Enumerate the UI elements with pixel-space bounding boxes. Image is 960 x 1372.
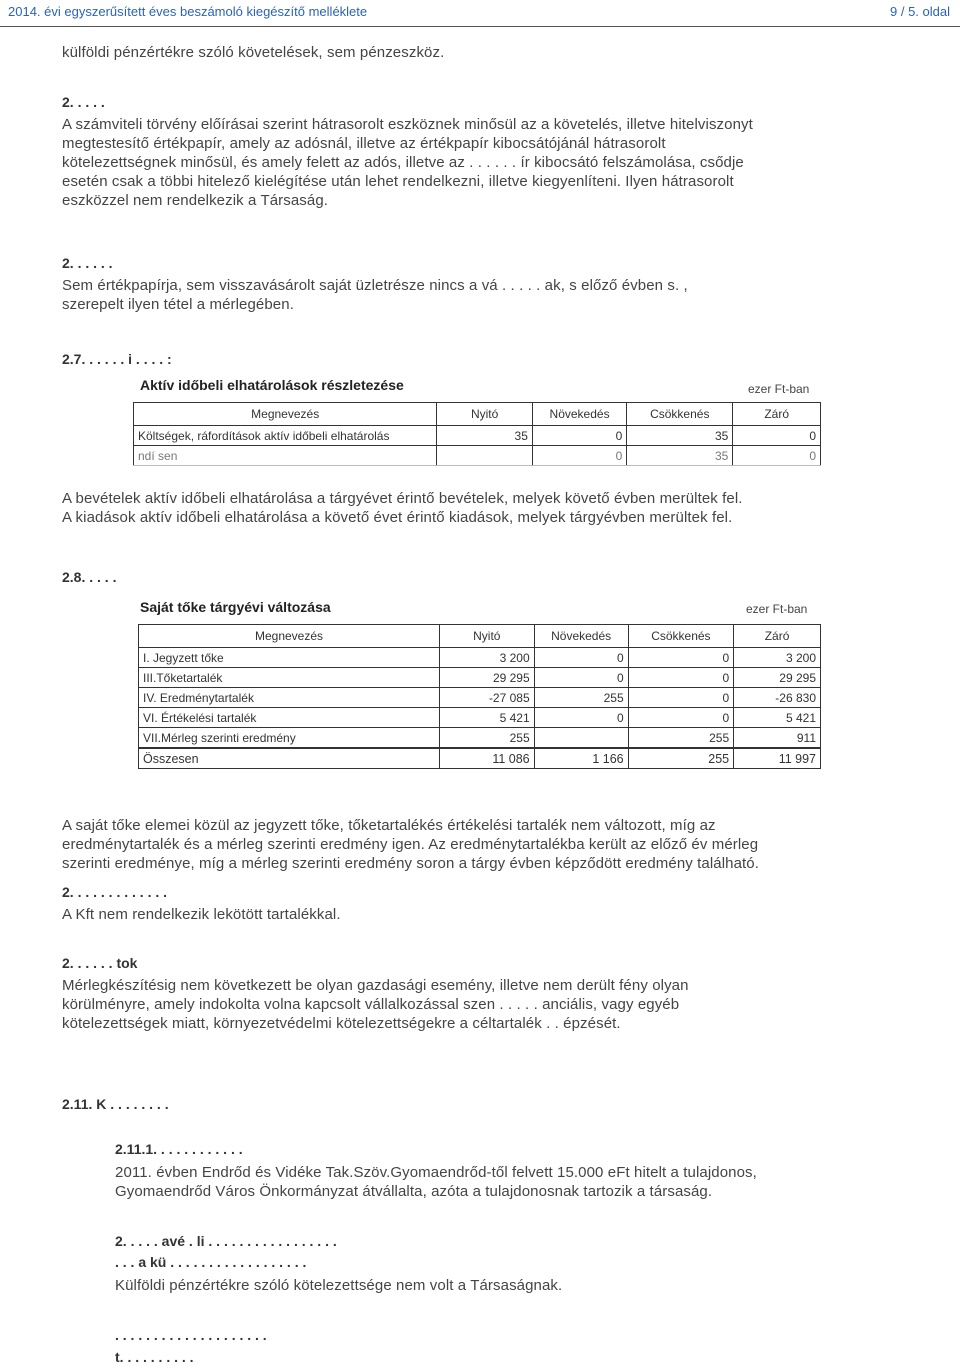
table-row: ndí sen 0 35 0 [134, 446, 821, 466]
paragraph-ertekpapir: Sem értékpapírja, sem visszavásárolt saját üzletrésze nincs a vá . . . . . ak, s előző évben s. , szerepelt ilyen tétel a mérlegében. [62, 277, 688, 313]
table-row: Költségek, ráfordítások aktív időbeli elhatárolás 35 0 35 0 [134, 426, 821, 446]
section-heading: 2. . . . . [62, 94, 105, 110]
section-heading: 2.7. . . . . . i . . . . : [62, 351, 172, 367]
table-row: I. Jegyzett tőke 3 200 0 0 3 200 [139, 648, 821, 668]
text-top: külföldi pénzértékre szóló követelések, sem pénzeszköz. [62, 44, 445, 61]
table-caption: Aktív időbeli elhatárolások részletezése [140, 377, 404, 393]
table-row: VI. Értékelési tartalék 5 421 0 0 5 421 [139, 708, 821, 728]
table-unit: ezer Ft-ban [746, 602, 808, 616]
section-heading: 2.11.1. . . . . . . . . . . . [115, 1141, 243, 1157]
section-heading: 2. . . . . . . . . . . . . [62, 884, 168, 900]
table-row: VII.Mérleg szerinti eredmény 255 255 911 [139, 728, 821, 749]
header-title: 2014. évi egyszerűsített éves beszámoló kiegészítő melléklete [8, 4, 368, 19]
table-header-row: Megnevezés Nyitó Növekedés Csökkenés Záró [139, 625, 821, 648]
table-row: III.Tőketartalék 29 295 0 0 29 295 [139, 668, 821, 688]
equity-changes-table [138, 624, 821, 769]
section-heading: 2. . . . . . tok [62, 955, 138, 971]
table-caption: Saját tőke tárgyévi változása [140, 599, 331, 615]
section-heading: . . . a kü . . . . . . . . . . . . . . . . . . [115, 1254, 307, 1270]
page-number: 9 / 5. oldal [890, 4, 950, 19]
section-heading: t. . . . . . . . . . [115, 1349, 194, 1365]
paragraph-hatrasorolt: A számviteli törvény előírásai szerint hátrasorolt eszköznek minősül az a követelés, illetve hitelviszonyt megtestesítő értékpapír, amely az adósnál, illetve az értékpapír kibocsátójánál hátrasorolt kötelezettségnek minősül, és amely felett az adós, illetve az . . . . . . ír kibocsátó felszámolása, csődje esetén csak a többi hitelező kielégítése után lehet rendelkezni, illetve kiegyenlíteni. Ilyen hátrasorolt eszközzel nem rendelkezik a Társaság. [62, 116, 753, 209]
section-heading: 2.8. . . . . [62, 569, 117, 585]
paragraph-foreign-liabilities: Külföldi pénzértékre szóló kötelezettsége nem volt a Társaságnak. [115, 1277, 563, 1294]
paragraph-loan: 2011. évben Endrőd és Vidéke Tak.Szöv.Gyomaendrőd-től felvett 15.000 eFt hitelt a tulajdonos, Gyomaendrőd Város Önkormányzat átvállalta, azóta a tulajdonosnak tartozik a társaság. [115, 1164, 757, 1200]
paragraph-accruals: A bevételek aktív időbeli elhatárolása a tárgyévet érintő bevételek, melyek követő évben merültek fel. A kiadások aktív időbeli elhatárolása a követő évet érintő kiadások, melyek tárgyévben merültek fel. [62, 490, 743, 526]
section-heading: . . . . . . . . . . . . . . . . . . . . [115, 1327, 267, 1343]
page-header [0, 0, 960, 24]
table-row: IV. Eredménytartalék -27 085 255 0 -26 830 [139, 688, 821, 708]
paragraph-reserve: A Kft nem rendelkezik lekötött tartalékkal. [62, 906, 341, 923]
table-total-row: Összesen 11 086 1 166 255 11 997 [139, 748, 821, 769]
paragraph-equity: A saját tőke elemei közül az jegyzett tőke, tőketartalékés értékelési tartalék nem változott, míg az eredménytartalék és a mérleg szerinti eredmény igen. Az eredménytartalékba került az előző év mérleg szerinti eredménye, míg a mérleg szerinti eredmény soron a tárgy évben képződött eredmény található. [62, 817, 760, 872]
active-accruals-table [133, 402, 821, 466]
section-heading: 2. . . . . avé . li . . . . . . . . . . . . . . . . . [115, 1233, 337, 1249]
section-heading: 2.11. K . . . . . . . . [62, 1096, 169, 1112]
paragraph-provisions: Mérlegkészítésig nem következett be olyan gazdasági esemény, illetve nem derült fény olyan körülményre, amely indokolta volna kapcsolt vállalkozással szen . . . . . anciális, vagy egyéb kötelezettségek miatt, környezetvédelmi kötelezettségekre a céltartalék . . épzését. [62, 977, 689, 1032]
header-rule [0, 26, 960, 27]
section-heading: 2. . . . . . [62, 255, 113, 271]
table-unit: ezer Ft-ban [748, 382, 810, 396]
table-header-row: Megnevezés Nyitó Növekedés Csökkenés Záró [134, 403, 821, 426]
